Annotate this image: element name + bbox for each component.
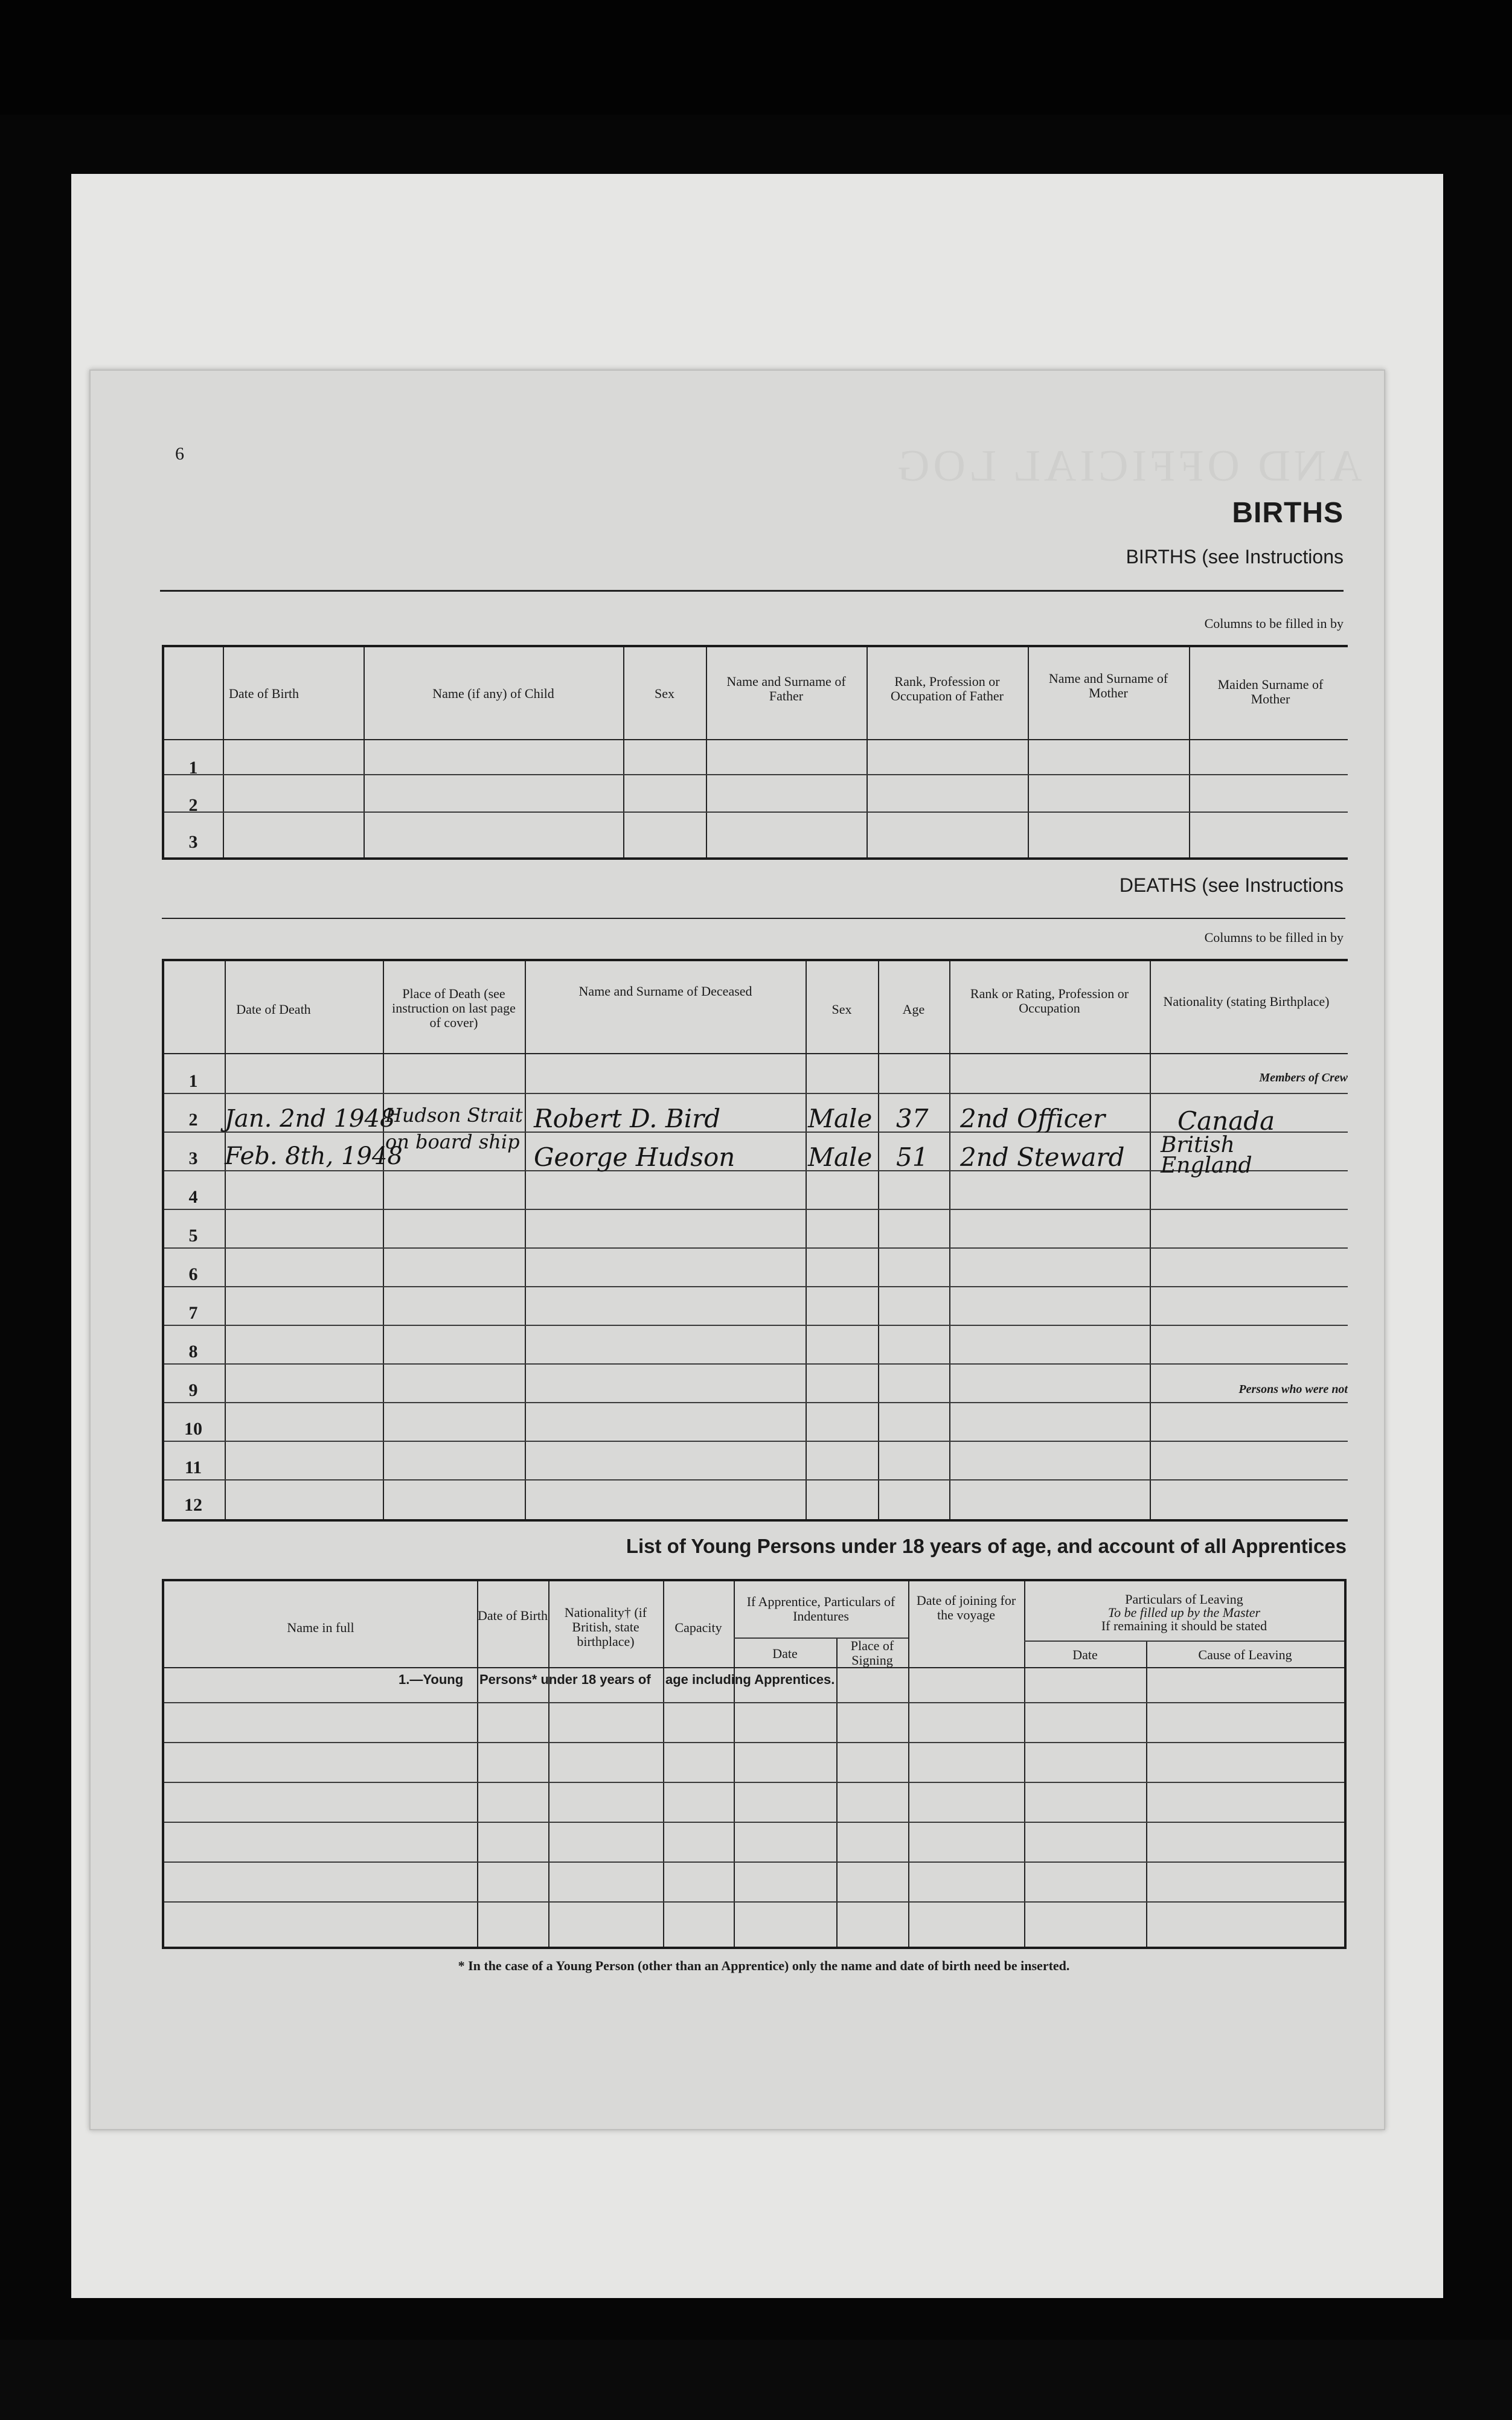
births-header-father: Name and Surname of Father: [726, 674, 846, 703]
births-header-sex: Sex: [655, 686, 674, 701]
entry-2-age: 51: [896, 1142, 929, 1172]
births-header-mother: Name and Surname of Mother: [1048, 671, 1168, 700]
persons-not-crew-label: Persons who were not: [1238, 1383, 1348, 1396]
births-table: [162, 645, 1348, 860]
deaths-header-place: Place of Death (see instruction on last page of cover): [392, 986, 516, 1030]
deaths-row-3: 3: [188, 1148, 198, 1168]
deaths-row-2: 2: [188, 1110, 198, 1130]
scan-top-border: [0, 0, 1512, 115]
deaths-row-9: 9: [188, 1380, 198, 1400]
yp-header-apprentice-place: Place of Signing: [850, 1638, 894, 1668]
yp-header-leaving-sub2: If remaining it should be stated: [1101, 1618, 1267, 1633]
deaths-columns-note: Columns to be filled in by: [1204, 930, 1344, 945]
entry-2-place: on board ship: [385, 1130, 520, 1153]
deaths-header-date: Date of Death: [236, 1002, 311, 1017]
deaths-table: [162, 959, 1348, 1522]
page-number: 6: [175, 444, 184, 464]
yp-header-dob: Date of Birth: [477, 1608, 548, 1623]
births-columns-note: Columns to be filled in by: [1204, 616, 1344, 631]
yp-header-leaving-cause: Cause of Leaving: [1198, 1647, 1292, 1662]
entry-1-name: Robert D. Bird: [534, 1104, 721, 1133]
entry-2-name: George Hudson: [534, 1142, 735, 1172]
yp-banner-part-1: 1.—Young: [399, 1672, 464, 1687]
deaths-header-sex: Sex: [831, 1002, 852, 1017]
entry-1-age: 37: [896, 1104, 929, 1133]
yp-header-joining: Date of joining for the voyage: [916, 1593, 1016, 1622]
young-persons-title: List of Young Persons under 18 years of age, and account of all Apprentices: [626, 1535, 1347, 1557]
deaths-row-12: 12: [184, 1495, 202, 1515]
births-header-child: Name (if any) of Child: [432, 686, 554, 701]
entry-1-date: Jan. 2nd 1948: [225, 1105, 396, 1133]
births-header-father-rank: Rank, Profession or Occupation of Father: [891, 674, 1004, 703]
deaths-row-7: 7: [188, 1303, 198, 1323]
entry-2-rank: 2nd Steward: [960, 1142, 1125, 1172]
deaths-row-5: 5: [188, 1226, 198, 1246]
births-row-3: 3: [188, 832, 198, 852]
births-rule: [160, 590, 1344, 592]
entry-1-nationality: Canada: [1177, 1106, 1275, 1136]
deaths-header-rank: Rank or Rating, Profession or Occupation: [970, 986, 1129, 1016]
births-row-2: 2: [188, 795, 198, 815]
entry-2-nationality: British England: [1161, 1133, 1252, 1178]
deaths-row-6: 6: [188, 1264, 198, 1284]
yp-header-leaving: Particulars of Leaving: [1125, 1592, 1243, 1607]
entry-1-sex: Male: [808, 1104, 873, 1133]
yp-banner-part-2: Persons* under 18 years of: [479, 1672, 651, 1687]
deaths-rule: [162, 918, 1345, 919]
deaths-row-11: 11: [184, 1458, 202, 1477]
deaths-row-4: 4: [188, 1187, 198, 1207]
deaths-row-10: 10: [184, 1419, 202, 1439]
young-persons-table: [162, 1579, 1347, 1949]
yp-header-apprentice-date: Date: [772, 1646, 798, 1661]
yp-header-name: Name in full: [287, 1620, 354, 1635]
deaths-row-1: 1: [188, 1071, 198, 1091]
deaths-header-age: Age: [902, 1002, 925, 1017]
members-of-crew-label: Members of Crew: [1259, 1071, 1348, 1084]
entry-1-rank: 2nd Officer: [960, 1104, 1106, 1133]
entry-2-sex: Male: [808, 1142, 873, 1172]
deaths-subtitle: DEATHS (see Instructions: [1119, 874, 1344, 896]
births-header-date: Date of Birth: [228, 686, 300, 701]
yp-header-capacity: Capacity: [674, 1620, 722, 1635]
births-row-1: 1: [188, 758, 198, 778]
deaths-header-name: Name and Surname of Deceased: [578, 984, 752, 999]
yp-header-leaving-date: Date: [1072, 1647, 1098, 1662]
entry-2-date: Feb. 8th, 1948: [225, 1142, 403, 1170]
yp-header-nationality: Nationality† (if British, state birthplace): [564, 1605, 647, 1649]
bleed-through-header: AND OFFICIAL LOG: [894, 441, 1362, 491]
entry-1-place: Hudson Strait: [385, 1104, 523, 1127]
births-title: BIRTHS: [1232, 497, 1344, 529]
deaths-header-nationality: Nationality (stating Birthplace): [1163, 994, 1330, 1009]
births-header-maiden: Maiden Surname of Mother: [1217, 677, 1324, 706]
deaths-row-8: 8: [188, 1342, 198, 1362]
yp-banner-part-3: age including Apprentices.: [665, 1672, 835, 1687]
yp-header-leaving-sub1: To be filled up by the Master: [1107, 1605, 1261, 1620]
young-persons-footnote: * In the case of a Young Person (other than an Apprentice) only the name and date of birth need be inserted.: [458, 1958, 1070, 1973]
yp-header-apprentice: If Apprentice, Particulars of Indentures: [746, 1594, 895, 1624]
births-subtitle: BIRTHS (see Instructions: [1126, 546, 1344, 568]
scan-bottom-border: [0, 2340, 1512, 2420]
